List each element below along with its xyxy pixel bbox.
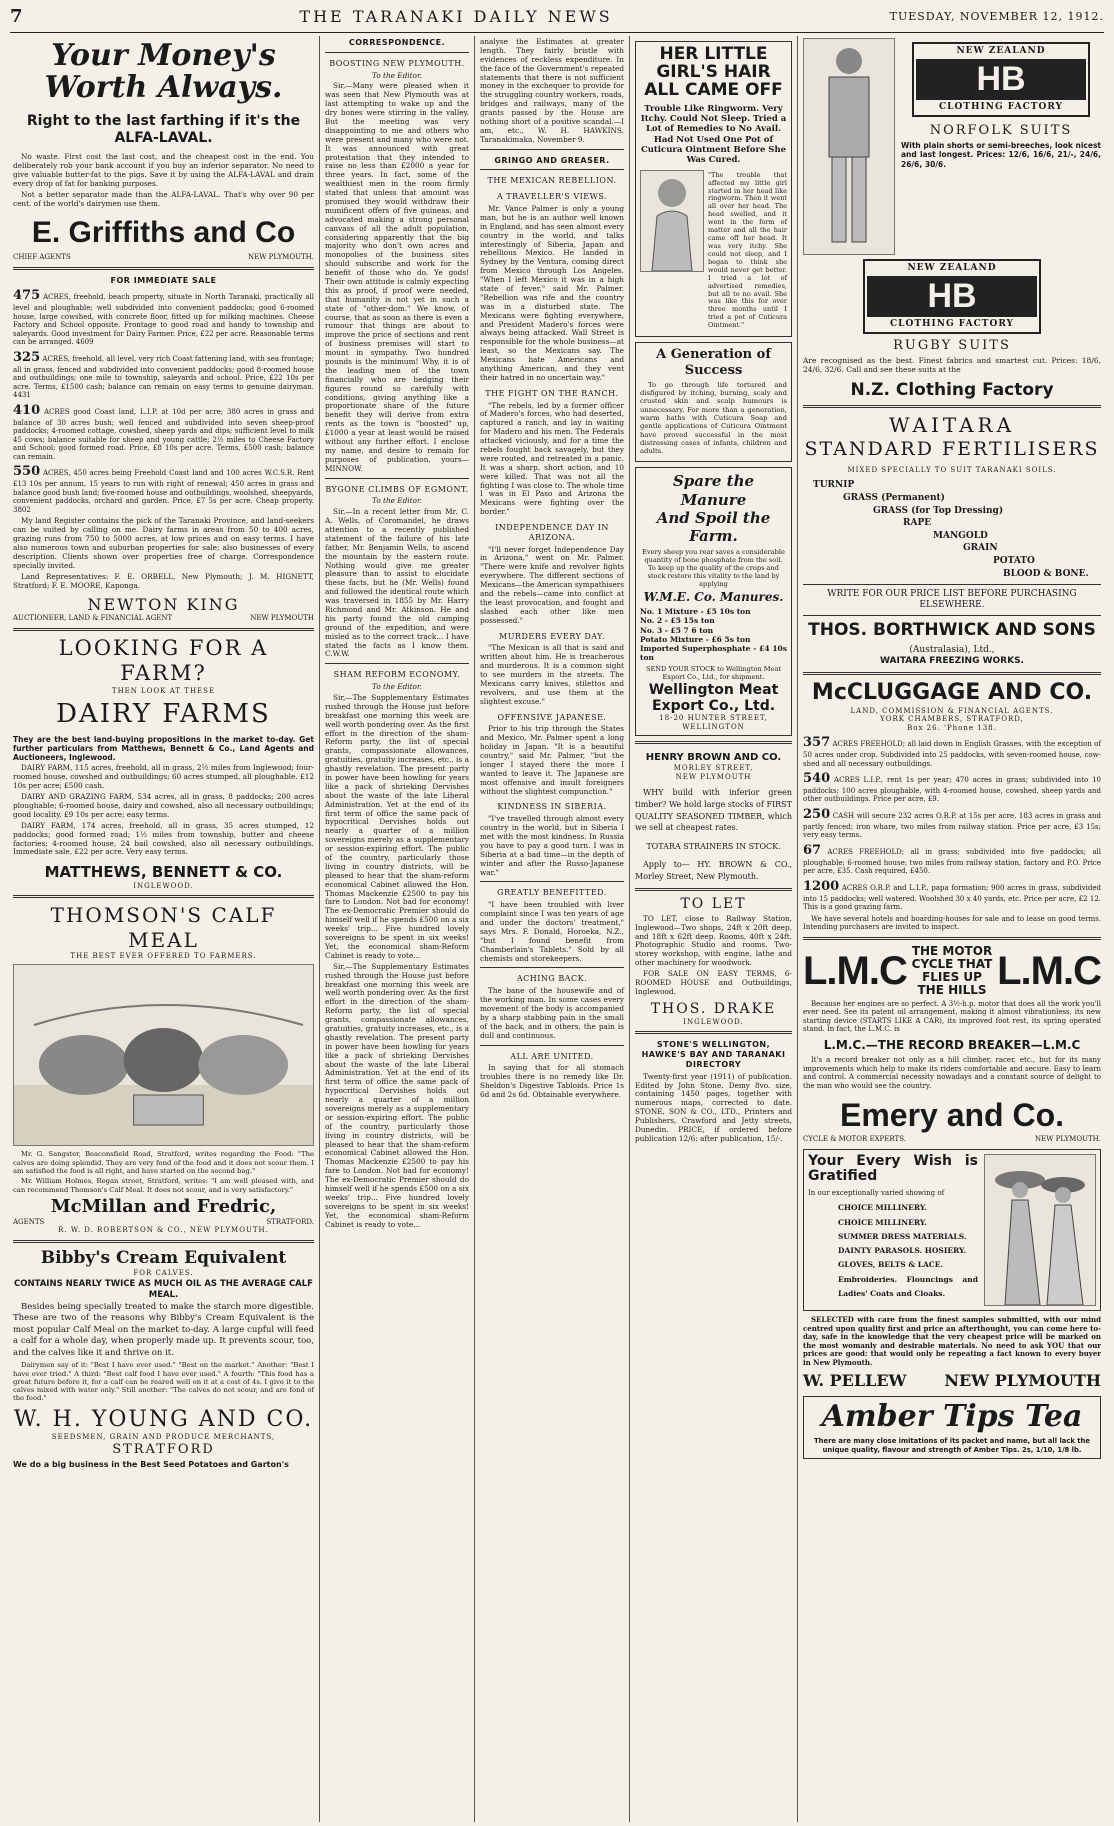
bibby-sub: CONTAINS NEARLY TWICE AS MUCH OIL AS THE AVERAGE CALF MEAL. (14, 1279, 313, 1300)
gringo-heading: GRINGO AND GREASER. (494, 155, 610, 165)
masthead (10, 0, 1104, 33)
lmc-body: Because her engines are so perfect. A 3½-h.p. motor that does all the work you'll ever need. See its patent oil arrangement, making it almost vibrationless, its new starting device (STARTS LIKE A CAR), its improved foot rest, its spring operated stand. In fact, the L.M.C. is (803, 999, 1101, 1034)
lot-item: 410 ACRES good Coast land, L.I.P. at 10d per acre; 380 acres in grass and balance of 30 acres bush; well fenced and subdivided into seven sheep-proof paddocks; 4-roomed cottage, cowshed, sheep yards and dips; sufficient level to milk 45 cows; balance suitable for sheep and young cattle; 2½ miles to Cheese Factory and School; good formed road. Price, £8 10s per acre. Terms, £500 cash; balance can remain. (13, 402, 314, 461)
gringo-body-3: "I'll never forget Independence Day in Arizona," went on Mr. Palmer. "There were knife and revolver fights everywhere. The different sections of Mexicans—the American sympathisers and the rebels—came into conflict at the least provocation, and fought and slashed each other like men possessed." (480, 544, 624, 625)
wish-sub: In our exceptionally varied showing of (808, 1188, 945, 1197)
griffiths-sub (13, 253, 314, 262)
wme-manures: W.M.E. Co. Manures. (643, 589, 784, 604)
column-5 (798, 36, 1106, 1822)
fert-item: RAPE (903, 518, 932, 529)
price-line: No. 3 - £5 7 6 ton (640, 625, 714, 635)
borthwick-works: WAITARA FREEZING WORKS. (880, 655, 1024, 666)
emery-sub: CYCLE & MOTOR EXPERTS. NEW PLYMOUTH. (803, 1135, 1101, 1144)
fert-item: POTATO (993, 555, 1035, 566)
norfolk-heading: NORFOLK SUITS (929, 123, 1073, 139)
griffiths-right: NEW PLYMOUTH. (248, 253, 314, 262)
amber-heading: Amber Tips Tea (821, 1398, 1083, 1434)
letter-1-body: Sir,—Many were pleased when it was seen that New Plymouth was at last attempting to wake up and the dry bones were stirring in the valley. But the meeting was very disappointing to me and others who were present and many who were not. It was announced with great protestation that they intended to raise no less than £2000 a year for three years. In fact, some of the wealthiest men in the room firmly stated that unless that amount was promised they would withdraw their munificent offers of five guineas, and advocated making a strong personal canvass of all the adult population, considering apparently that the big majority who don't own acres and monopolies of the business sites should subscribe and work for the benefit of those who do. Ye gods! Their own attitude is calmly expecting this as proof, if proof were needed, that humanity is not yet in such a state of "other-dom." We know, of course, that as soon as there is even a rumour that things are about to improve the price of sections and rent of business premises will start to mount in sympathy. Two hundred pounds is the minimum! Why, it is of the leading men of the town financially who are hedging their figures round so carefully with conditions, giving anything like a proportionate share of the future benefit they will derive from extra rents as the town is "boosted" up, £1000 a year at least would be raised without any further effort. I enclose my name, and desire to remain for purposes of publication, yours— MINNOW. (325, 81, 469, 473)
sale-heading: FOR IMMEDIATE SALE (110, 275, 217, 285)
column-4 (630, 36, 798, 1822)
mcc-lot: 357 ACRES FREEHOLD; all laid down in English Grasses, with the exception of 50 acres under crop. Subdivided into 25 paddocks, with seven-roomed house, cow-shed and all necessary outbuildings. (803, 735, 1101, 768)
price-line: Potato Mixture - £6 5s ton (640, 634, 751, 644)
dairy-item: DAIRY AND GRAZING FARM, 534 acres, all in grass, 8 paddocks; 200 acres ploughable; 6-roomed house, dairy and cowshed, also all necessary outbuildings; good locality. £9 10s per acre; easy terms. (13, 792, 314, 819)
calves-illustration (13, 964, 314, 1146)
holmes-testimonial: Mr. William Holmes, Regan street, Stratford, writes: "I am well pleased with, and can recommend Thomson's Calf Meal. It does not scour, and is very satisfactory." (13, 1177, 314, 1194)
wish-item: DAINTY PARASOLS. HOSIERY. (838, 1246, 967, 1256)
letter-3-end: analyse the Estimates at greater length. They fairly bristle with evidences of reckless expenditure. In the face of the Government's repeated statements that there is not sufficient money in the exchequer to provide for the struggling country workers, roads, bridges and railways, many of the grants passed by the House are nothing short of a positive scandal.—I am, etc., W. H. HAWKINS. Taranakimaka, November 9. (480, 37, 624, 144)
thomson-sub: THE BEST EVER OFFERED TO FARMERS. (70, 951, 257, 960)
gringo-sub-1: THE MEXICAN REBELLION. (487, 176, 617, 186)
dairy-item: DAIRY FARM, 115 acres, freehold, all in grass, 2½ miles from Inglewood; four-roomed house, cowshed and outbuildings; 60 acres stumped, all ploughable. £12 10s per acre; £500 cash. (13, 763, 314, 791)
borthwick-name: THOS. BORTHWICK AND SONS (808, 620, 1096, 641)
price-line: No. 1 Mixture - £5 10s ton (640, 607, 751, 617)
aching-body: The bane of the housewife and of the working man. In some cases every movement of the body is accompanied by a sharp stabbing pain in the small of the back, and in others, the pain is dull and continuous. (480, 986, 624, 1040)
mcc-lot: 540 ACRES L.I.P., rent 1s per year; 470 acres in grass; subdivided into 10 paddocks; 100 acres ploughable, with 4-roomed house, cowshed, sheep yards and other outbuildings. Price per acre, £9. (803, 771, 1101, 804)
wish-heading: Your Every Wish is Gratified (808, 1153, 978, 1185)
lmc-tagline: THE MOTOR CYCLE THAT FLIES UP THE HILLS (911, 943, 993, 998)
nzcf-name: N.Z. Clothing Factory (850, 379, 1054, 400)
wmec-address: 18-20 HUNTER STREET, WELLINGTON (659, 714, 768, 731)
ladies-illustration (984, 1154, 1096, 1306)
griffiths-left: CHIEF AGENTS (13, 253, 71, 262)
hbrown-street: MORLEY STREET, (673, 764, 754, 773)
wish-item: GLOVES, BELTS & LACE. (838, 1260, 944, 1270)
benefited-body: "I have been troubled with liver complaint since I was ten years of age and under the doctors' treatment," says Mrs. F. Donald, Horoeka, N.Z., "but I found benefit from Chamberlain's Tablets." Sold by all chemists and storekeepers. (480, 900, 624, 963)
column-3 (475, 36, 630, 1822)
fert-item: GRASS (for Top Dressing) (873, 505, 1004, 516)
norfolk-body: With plain shorts or semi-breeches, look nicest and last longest. Prices: 12/6, 16/6, 21/-, 24/6, 26/6, 30/6. (901, 141, 1101, 169)
wish-items (808, 1201, 978, 1301)
to-editor: To the Editor. (372, 682, 422, 692)
bibby-heading: Bibby's Cream Equivalent (40, 1247, 287, 1268)
stratford-label: STRATFORD (112, 1442, 215, 1457)
lot-item: 550 ACRES, 450 acres being Freehold Coast land and 100 acres W.C.S.R. Rent £13 10s per annum, 15 years to run with right of renewal; 450 acres in grass and balance good bush land; five-roomed house and outbuildings, woolshed, sheepyards, convenient paddocks, orchard and garden. Price, £7 5s per acre. Cheap property. 3802 (13, 464, 314, 514)
lmc-banner (803, 945, 1101, 998)
manure-head-2: And Spoil the Farm. (656, 508, 771, 546)
to-editor: To the Editor. (372, 70, 422, 80)
wish-item: Embroideries. Flouncings and Ladies' Coats and Cloaks. (838, 1274, 978, 1298)
tolet-heading: TO LET (680, 895, 747, 912)
independence-heading: INDEPENDENCE DAY IN ARIZONA. (495, 523, 609, 542)
siberia-heading: KINDNESS IN SIBERIA. (497, 802, 607, 812)
manure-ad (635, 467, 792, 736)
dairy-intro: They are the best land-buying propositions in the market to-day. Get further particulars from Matthews, Bennett & Co., Land Agents and Auctioneers, Inglewood. (13, 735, 314, 763)
rugby-heading: RUGBY SUITS (893, 338, 1011, 354)
japanese-heading: OFFENSIVE JAPANESE. (497, 712, 607, 722)
page-number: 7 (10, 5, 23, 27)
alfa-headline: Right to the last farthing if it's the ALFA-LAVAL. (26, 113, 301, 147)
gringo-body-6: "I've travelled through almost every country in the world, but in Siberia I met with the most kindness. In Russia you have to pay a good turn. I was in Siberia at a bad time—in the depth of winter and after the Russo-Japanese war." (480, 814, 624, 877)
slogan-script: Your Money's Worth Always. (44, 38, 283, 105)
cuticura-ad (635, 41, 792, 337)
pellew-ad (803, 1149, 1101, 1311)
lmc-body-2: It's a record breaker not only as a hill climber, racer, etc., but for its many improvements which help to make its riders comfortable and secure. Easy to learn and control. A commercial necessity nowadays and a constant source of delight to the man who would see the country. (803, 1056, 1101, 1090)
thomson-heading: THOMSON'S CALF MEAL (50, 903, 277, 952)
borthwick-sub: (Australasia), Ltd., (909, 644, 995, 655)
success-body: To go through life tortured and disfigured by itching, burning, scaly and crusted skin and scalp humours is unnecessary. For more than a generation, warm baths with Cuticura Soap and gentle applications of Cuticura Ointment have proved successful in the most distressing cases of infants, children and adults. (640, 380, 787, 456)
pellew-town: NEW PLYMOUTH (944, 1371, 1101, 1391)
cuticura-body: "The trouble that affected my little girl started in her head like ringworm. Then it went all over her head. The head swelled, and it went in the form of matter and all the hair came off her head. It was very itchy. She could not sleep, and I began to think she would never get better. I tried a lot of advertised remedies, but all to no avail. She was like this for over three months until I tried a pot of Cuticura Ointment." (708, 170, 787, 330)
farm-sub: THEN LOOK AT THESE (111, 686, 216, 695)
letter-2-title: BYGONE CLIMBS OF EGMONT. (325, 484, 469, 494)
stones-body: Twenty-first year (1911) of publication. Edited by John Stone. Demy 8vo. size, containing 1450 pages, together with numerous maps, corrected to date. STONE, SON & CO., LTD., Printers and Publishers, Crawford and Jetty streets, Dunedin. PRICE, if ordered before publication 12/6; after publication, 15/-. (635, 1071, 792, 1143)
inglewood-label: INGLEWOOD. (133, 881, 194, 890)
gringo-sub-2: A TRAVELLER'S VIEWS. (496, 192, 608, 202)
mcmillan-name: McMillan and Fredric, (50, 1195, 277, 1217)
hbrown-body: WHY build with inferior green timber? We hold large stocks of FIRST QUALITY SEASONED TIMBER, which we sell at cheapest rates. (635, 788, 792, 833)
mcmillan-sub: AGENTS STRATFORD. (13, 1217, 314, 1226)
robertson-line: R. W. D. ROBERTSON & CO., NEW PLYMOUTH. (58, 1226, 269, 1235)
united-body: In saying that for all stomach troubles there is no remedy like Dr. Sheldon's Digestive Tabloids. Price 1s 6d and 2s 6d. Obtainable everywhere. (480, 1063, 624, 1099)
gringo-body-2: "The rebels, led by a former officer of Madero's forces, who had deserted, captured a ranch, and lay in waiting for Madero and his men. The Federals attacked viciously, and for a time the rebels fought back savagely, but they were routed, and retreated in a panic. It was a sharp, short action, and 10 were killed. That was not all the fighting I was close to. The whole time I was in El Paso and Arizona the Mexicans were fighting over the border." (480, 400, 624, 517)
newton-king: NEWTON KING (87, 594, 240, 614)
gringo-body-5: Prior to his trip through the States and Mexico, Mr. Palmer spent a long holiday in Japan. "It is a beautiful country," said Mr. Palmer, "but the longer I stayed there the more I wanted to leave it. The Japanese are most offensive and insult foreigners without the slightest compunction." (480, 724, 624, 796)
letter-3-body-cont: Sir,—The Supplementary Estimates rushed through the House just before breakfast one morning this week are well worth pondering over. As the first effort in the direction of the sham-Reform party, the list of special grants, compassionate allowances, gratuities, gratuity increases, etc., is a ghastly revelation. The present party in power have been howling for years like a pack of shrieking Dervishes about the waste of the late Liberal Administration. Yet at the end of its first term of office the same pack of hypocritical Dervishes holds out nearly a quarter of a million sovereigns merely as a supplementary or session-expiring effort. The public of the country, particularly those living in country districts, will be pleased to hear that the sham-reform economical Cabinet allowed the Hon. Thomas Mackenzie £2500 to pay his fare to London. Not bad for economy! The ex-Democratic Premier should do himself well if he spends £500 on a six weeks' trip... Five hundred lovely sovereigns to be spent in six weeks! Yet, the economical sham-Reform Cabinet is ready to vote... (325, 961, 469, 1229)
wish-item: CHOICE MILLINERY. (838, 1203, 927, 1213)
manure-body: Every sheep you rear saves a considerable quantity of bone phosphate from the soil. To keep up the quality of the crops and stock restore this vitality to the land by applying (642, 547, 785, 588)
rugby-body: Are recognised as the best. Finest fabrics and smartest cut. Prices: 18/6, 24/6, 32/6. Call and see these suits at the (803, 356, 1101, 375)
wmec-name: Wellington Meat Export Co., Ltd. (648, 682, 779, 714)
hbrown-name: HENRY BROWN AND CO. (645, 752, 782, 764)
aching-heading: ACHING BACK. (516, 974, 588, 984)
tolet-body: TO LET, close to Railway Station, Inglewood—Two shops, 24ft x 20ft deep, and 18ft x 62ft deep. Rooms, 40ft x 24ft. Photographic Studio and rooms. Two-storey workshop, with engine, lathe and other machinery for woodwork. (635, 913, 792, 968)
letter-2-body: Sir,—In a recent letter from Mr. C. A. Wells, of Coromandel, he draws attention to a recently published statement of the failure of his late father, Mr. Benjamin Wells, to ascend the mountain by the eastern route. Nothing would give me greater pleasure than to assist to elucidate these facts, but he (Mr. Wells) found and followed the identical route which was traversed in 1855 by Mr. Harry Richmond and Mr. Atkinson. He and his party found the old camping ground of the expedition, and were misled as to the correct track... I have stated the facts as I know them. C.W.W. (325, 507, 469, 659)
dairy-heading: DAIRY FARMS (56, 699, 271, 730)
hb-logo-2: NEW ZEALAND HB CLOTHING FACTORY (863, 259, 1041, 334)
correspondence-heading: CORRESPONDENCE. (348, 38, 446, 47)
success-ad (635, 342, 792, 462)
waitara-heading: WAITARA (888, 413, 1016, 438)
bibby-body: Besides being specially treated to make the starch more digestible. These are two of the reasons why Bibby's Cream Equivalent is the most popular Calf Meal on the market to-day. A large cupful will feed a calf for a whole day, when properly made up. It prevents scour, too, and the calves like it and thrive on it. (13, 1301, 314, 1358)
letter-1-title: BOOSTING NEW PLYMOUTH. (329, 58, 465, 68)
newton-sub: AUCTIONEER, LAND & FINANCIAL AGENT NEW PLYMOUTH (13, 614, 314, 623)
record-breaker: L.M.C.—THE RECORD BREAKER—L.M.C (823, 1037, 1081, 1052)
fert-item: BLOOD & BONE. (1003, 568, 1089, 579)
drake-town: INGLEWOOD. (683, 1017, 744, 1026)
issue-date: TUESDAY, NOVEMBER 12, 1912. (889, 9, 1104, 23)
to-editor: To the Editor. (372, 496, 422, 506)
calves-drawing (14, 965, 313, 1145)
forsale-body: FOR SALE ON EASY TERMS, 6-ROOMED HOUSE and Outbuildings, Inglewood. (635, 969, 792, 996)
bibby-for: FOR CALVES. (133, 1268, 194, 1277)
success-headline: A Generation of Success (656, 347, 771, 378)
mcc-lot: 1200 ACRES O.R.P. and L.I.P., papa formation; 900 acres in grass, subdivided into 15 paddocks; well watered. Woolshed 30 x 40 yards, etc. Price per acre, £2 12. This is a good grazing farm. (803, 878, 1101, 912)
fert-item: GRAIN (963, 543, 998, 554)
matthews-name: MATTHEWS, BENNETT & CO. (44, 863, 283, 882)
fert-item: GRASS (Permanent) (843, 492, 945, 503)
drake-name: THOS. DRAKE (650, 1000, 777, 1017)
newspaper-title: THE TARANAKI DAILY NEWS (299, 6, 613, 26)
young-name: W. H. YOUNG AND CO. (13, 1406, 314, 1432)
columns (8, 36, 1106, 1822)
fert-item: TURNIP (813, 480, 855, 491)
send-stock: SEND YOUR STOCK to Wellington Meat Export Co., Ltd., for shipment. (645, 665, 782, 682)
ladies-drawing (985, 1155, 1095, 1305)
lot-item: 475 ACRES, freehold, beach property, situate in North Taranaki, practically all level and ploughable; well subdivided into convenient paddocks; good 6-roomed house, large cowshed, with concrete floor, fitted up for milking machines. Cheese Factory and School opposite. Frontage to good road and handy to township and saleyards. Good investment for Dairy Farmer. Price, £22 per acre. Reasonable terms can be arranged. 4609 (13, 288, 315, 347)
manure-head-1: Spare the Manure (672, 472, 755, 509)
fert-list (803, 479, 1101, 580)
hbrown-apply: Apply to— HY. BROWN & CO., Morley Street, New Plymouth. (635, 860, 792, 882)
young-sub: SEEDSMEN, GRAIN AND PRODUCE MERCHANTS, (51, 1433, 276, 1442)
emery-name: Emery and Co. (839, 1097, 1065, 1134)
dairy-item: DAIRY FARM, 174 acres, freehold, all in grass, 35 acres stumped, 12 paddocks; good formed road; 1½ miles from township, butter and cheese factories; 4-roomed house, 24 bail cowshed, also all necessary outbuildings. Immediate sale, £22 per acre. Very easy terms. (13, 820, 314, 857)
ranch-heading: THE FIGHT ON THE RANCH. (485, 388, 619, 398)
amber-body: There are many close imitations of its packet and name, but all lack the unique quality, flavour and strength of Amber Tips. 2s, 1/10, 1/8 lb. (814, 1437, 1090, 1454)
boy-drawing (804, 39, 894, 254)
farm-heading: LOOKING FOR A FARM? (58, 635, 269, 686)
girl-drawing (641, 171, 703, 271)
gringo-body-4: "The Mexican is all that is said and written about him. He is treacherous and murderous. It is a common sight to see murders in the streets. The Mexicans carry knives, stilettos and revolvers, and use them at the slightest excuse." (480, 643, 624, 706)
totara-line: TOTARA STRAINERS IN STOCK. (646, 841, 781, 851)
cuticura-sub: Trouble Like Ringworm. Very Itchy. Could Not Sleep. Tried a Lot of Remedies to No Avail. Had Not Used One Pot of Cuticura Ointment Before She Was Cured. (640, 103, 787, 166)
alfa-note: Not a better separator made than the ALFA-LAVAL. That's why over 90 per cent. of the world's dairymen use them. (13, 189, 314, 208)
stones-heading: STONE'S WELLINGTON, HAWKE'S BAY AND TARANAKI DIRECTORY (641, 1040, 786, 1069)
mcc-lot: 67 ACRES FREEHOLD; all in grass; subdivided into five paddocks; all ploughable; 6-roomed house; two miles from railway station, factory and P.O. Price per acre, £35. Cash required, £450. (803, 842, 1101, 876)
wish-item: CHOICE MILLINERY. (838, 1217, 927, 1227)
land-reps: Land Representatives: F. E. ORBELL, New Plymouth; J. M. HIGNETT, Stratford; F. E. MOORE, Kaponga. (13, 571, 314, 590)
mcc-addr: YORK CHAMBERS, STRATFORD, (880, 715, 1024, 724)
wish-item: SUMMER DRESS MATERIALS. (838, 1231, 967, 1241)
hb-logo: NEW ZEALAND HB CLOTHING FACTORY (912, 42, 1090, 117)
price-line: Imported Superphosphate - £4 10s ton (640, 643, 787, 663)
mcc-foot: We have several hotels and boarding-houses for sale and to lease on good terms. Intending purchasers are invited to inspect. (803, 914, 1101, 932)
price-line: No. 2 - £5 15s ton (640, 616, 715, 626)
griffiths-name: E. Griffiths and Co (31, 215, 296, 249)
letter-3-body: Sir,—The Supplementary Estimates rushed through the House just before breakfast one morning this week are well worth pondering over. As the first effort in the direction of the sham-Reform party, the list of special grants, compassionate allowances, gratuities, gratuity increases, etc., is a ghastly revelation. The present party in power have been howling for years like a pack of shrieking Dervishes about the waste of the late Liberal Administration. Yet at the end of its first term of office the same pack of hypocritical Dervishes holds out nearly a quarter of a million sovereigns merely as a supplementary or session-expiring effort. The public of the country, particularly those living in country districts, will be pleased to hear that the sham-reform economical Cabinet allowed the Hon. Thomas Mackenzie £2500 to pay his fare to London. Not bad for economy! The ex-Democratic Premier should do himself well if he spends £500 on a six weeks' trip... Five hundred lovely sovereigns to be spent in six weeks! Yet, the economical sham-Reform Cabinet is ready to vote... (325, 693, 469, 960)
benefited-heading: GREATLY BENEFITTED. (497, 888, 607, 898)
cuticura-headline: HER LITTLE GIRL'S HAIR ALL CAME OFF (644, 44, 783, 100)
register-text: My land Register contains the pick of the Taranaki Province, and land-seekers can be suited by calling on me. Dairy farms in areas from 50 to 400 acres, grazing runs from 750 to 5000 acres, at low prices and on easy terms. I have also numerous town and suburban properties for sale; also businesses of every description. Clients shown over properties free of charge. Correspondence specially invited. (13, 516, 314, 570)
mcc-sub: LAND, COMMISSION & FINANCIAL AGENTS. (850, 706, 1054, 715)
young-foot: We do a big business in the Best Seed Potatoes and Garton's (13, 1459, 289, 1469)
hb-top-ad (803, 38, 1101, 255)
alfa-body: No waste. First cost the last cost, and the cheapest cost in the end. You deliberately rob your bank account if you buy an inferior separator. No need to give valuable butter-fat to the pigs. Save it by using the ALFA-LAVAL and drain every drop of fat for banking purposes. (13, 152, 314, 188)
lmc-right: L.M.C (997, 948, 1101, 993)
manure-prices (640, 607, 787, 662)
bibby-quotes: Dairymen say of it: "Best I have ever used." "Best on the market." Another: "Best I have ever tried." A third: "Best calf food I have ever used." A fourth: "This food has a great future before it, for a calf can be reared well on it at a cost of 4s. I give it to the calves mixed with water only." Still another: "The calves do not scour, and are fond of the food." (13, 1361, 314, 1403)
letter-3-title: SHAM REFORM ECONOMY. (333, 670, 461, 680)
column-2 (320, 36, 475, 1822)
gringo-body-1: Mr. Vance Palmer is only a young man, but he is an author well known in England, and has seen almost every country in the world, and talks interestingly of Siberia, Japan and rebellious Mexico. He landed in Sydney by the Ventura, coming direct from Mexico through Los Angeles. "When I left Mexico it was in a high state of fever," said Mr. Palmer. "Rebellion was rife and the country was in a disturbed state. The Mexicans were fighting everywhere, and President Madero's forces were always being attacked. Wall Street is responsible for the whole business—at least, so the Mexicans say. The Mexicans hate Americans and anything American, and they vent their hatred in no uncertain way." (480, 203, 624, 382)
amber-ad (803, 1396, 1101, 1459)
boy-illustration (803, 38, 895, 255)
write-line: WRITE FOR OUR PRICE LIST BEFORE PURCHASING ELSEWHERE. (827, 589, 1077, 611)
mcc-lot: 250 CASH will secure 232 acres O.R.P. at 15s per acre, 183 acres in grass and partly fenced; iron whare, two miles from railway station. Price per acre, £3 15s; very easy terms. (803, 807, 1101, 840)
fert-item: MANGOLD (933, 530, 988, 541)
fertilisers-heading: STANDARD FERTILISERS (804, 437, 1100, 460)
pellew-footer (803, 1371, 1101, 1391)
pellew-name: W. PELLEW (803, 1371, 907, 1391)
lmc-left: L.M.C (803, 948, 907, 993)
mccluggage-name: McCLUGGAGE AND CO. (811, 679, 1093, 705)
sangster-testimonial: Mr. G. Sangster, Beaconsfield Road, Stratford, writes regarding the Food: "The calves are doing splendid. They are very fond of the food and it does not scour them. I am satisfied the food is all right, and have started on the second bag." (13, 1150, 314, 1176)
wish-body: SELECTED with care from the finest samples submitted, with our mind centred upon quality first and price an afterthought, you can come here to-day, safe in the knowledge that the very cheapest price will be marked on the most womanly and desirable materials. No need to ask YOU that our prices are good: that would only be repeating a fact known to every buyer in New Plymouth. (803, 1315, 1101, 1367)
hbrown-town: NEW PLYMOUTH (675, 772, 752, 781)
fert-sub: MIXED SPECIALLY TO SUIT TARANAKI SOILS. (847, 465, 1057, 474)
girl-illustration (640, 170, 704, 272)
murders-heading: MURDERS EVERY DAY. (499, 631, 605, 641)
united-heading: ALL ARE UNITED. (510, 1051, 594, 1061)
column-1 (8, 36, 320, 1822)
mcc-box: Box 26. 'Phone 138. (907, 723, 997, 732)
lot-item: 325 ACRES, freehold, all level, very rich Coast fattening land, with sea frontage; all in grass, fenced and subdivided into convenient paddocks; good 8-roomed house and outbuildings; one mile to township, saleyards and school. Price, £22 10s per acre. Terms, £1500 cash; balance can remain on easy terms to genuine dairyman. 4431 (13, 349, 314, 400)
